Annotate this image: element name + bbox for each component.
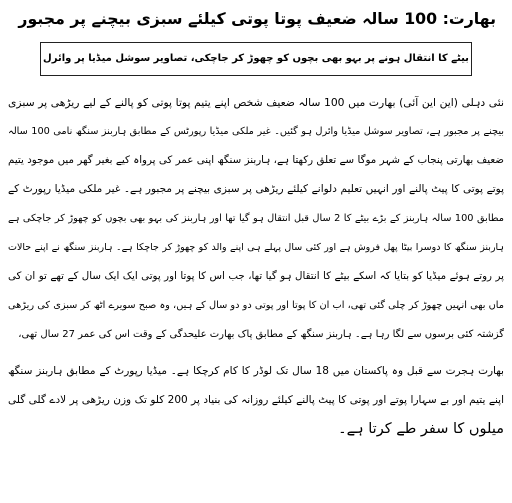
paragraph-2 <box>8 357 504 444</box>
paragraph-gap <box>8 349 504 357</box>
text-line: گزشتہ کئی برسوں سے لگا رہا ہے۔ ہاربنز سنگھ کے مطابق پاک بھارت علیحدگی کے وقت اس کی عمر 27 سال تھی، <box>18 329 504 340</box>
text-line: ماں بھی انہیں چھوڑ کر چلی گئی تھی، اب ان کا پوتا اور پوتی دو دو سال کے ہیں، وہ صبح سویرے اٹھ کر سبزی کی ریڑھی <box>8 300 504 311</box>
text-line: پر روتے ہوئے میڈیا کو بتایا کہ اسکے بیٹے کا انتقال ہو گیا تھا، جب اس کا پوتا اور پوتی ایک ایک سال کے تھے تو ان کی <box>8 270 504 282</box>
text-line: اپنے یتیم اور بے سہارا پوتے اور پوتی کا پیٹ پالنے کیلئے روزانہ کی بنیاد پر 200 کلو تک وزن ریڑھی پر لادے گلی گلی <box>8 394 504 406</box>
text-line: بھارت ہجرت سے قبل وہ پاکستان میں 18 سال تک لوڈر کا کام کرچکا ہے۔ میڈیا رپورٹ کے مطابق ہاربنز سنگھ <box>8 365 504 377</box>
text-line: نئی دہلی (این این آئی) بھارت میں 100 سالہ ضعیف شخص اپنے یتیم پوتا پوتی کو پالنے کے لیے ریڑھی پر سبزی <box>8 96 504 109</box>
text-line: ضعیف بھارتی پنجاب کے شہر موگا سے تعلق رکھتا ہے، ہاربنز سنگھ اپنی عمر کی پرواہ کیے بغیر گھر میں موجود یتیم <box>8 154 504 166</box>
text-line: پوتے پوتی کا پیٹ پالنے اور انہیں تعلیم دلوانے کیلئے ریڑھی پر سبزی بیچنے پر مجبور ہے۔ غیر ملکی میڈیا رپورٹ کے <box>8 183 504 195</box>
text-line: مطابق 100 سالہ ہاربنز کے بڑے بیٹے کا 2 سال قبل انتقال ہو گیا تھا اور ہاربنز کی بہو بھی بچوں کو چھوڑ کر جاچکی ہے <box>8 213 504 224</box>
text-line: بیچنے پر مجبور ہے، تصاویر سوشل میڈیا وائرل ہو گئیں۔ غیر ملکی میڈیا رپورٹس کے مطابق ہاربنز سنگھ نامی 100 سالہ <box>8 126 504 137</box>
subheadline-box: بیٹے کا انتقال ہونے پر بہو بھی بچوں کو چھوڑ کر جاچکی، تصاویر سوشل میڈیا پر وائرل <box>40 42 472 76</box>
article-body <box>8 88 504 444</box>
headline: بھارت: 100 سالہ ضعیف پوتا پوتی کیلئے سبزی بیچنے پر مجبور <box>18 9 496 28</box>
text-line: میلوں کا سفر طے کرتا ہے۔ <box>338 421 504 437</box>
text-line: ہاربنز سنگھ کا دوسرا بیٹا پھل فروش ہے اور کئی سال پہلے ہی اپنے والد کو چھوڑ کر جاچکا ہے۔ ہاربنز سنگھ نے اپنے حالات <box>8 242 504 253</box>
paragraph-1 <box>8 88 504 349</box>
